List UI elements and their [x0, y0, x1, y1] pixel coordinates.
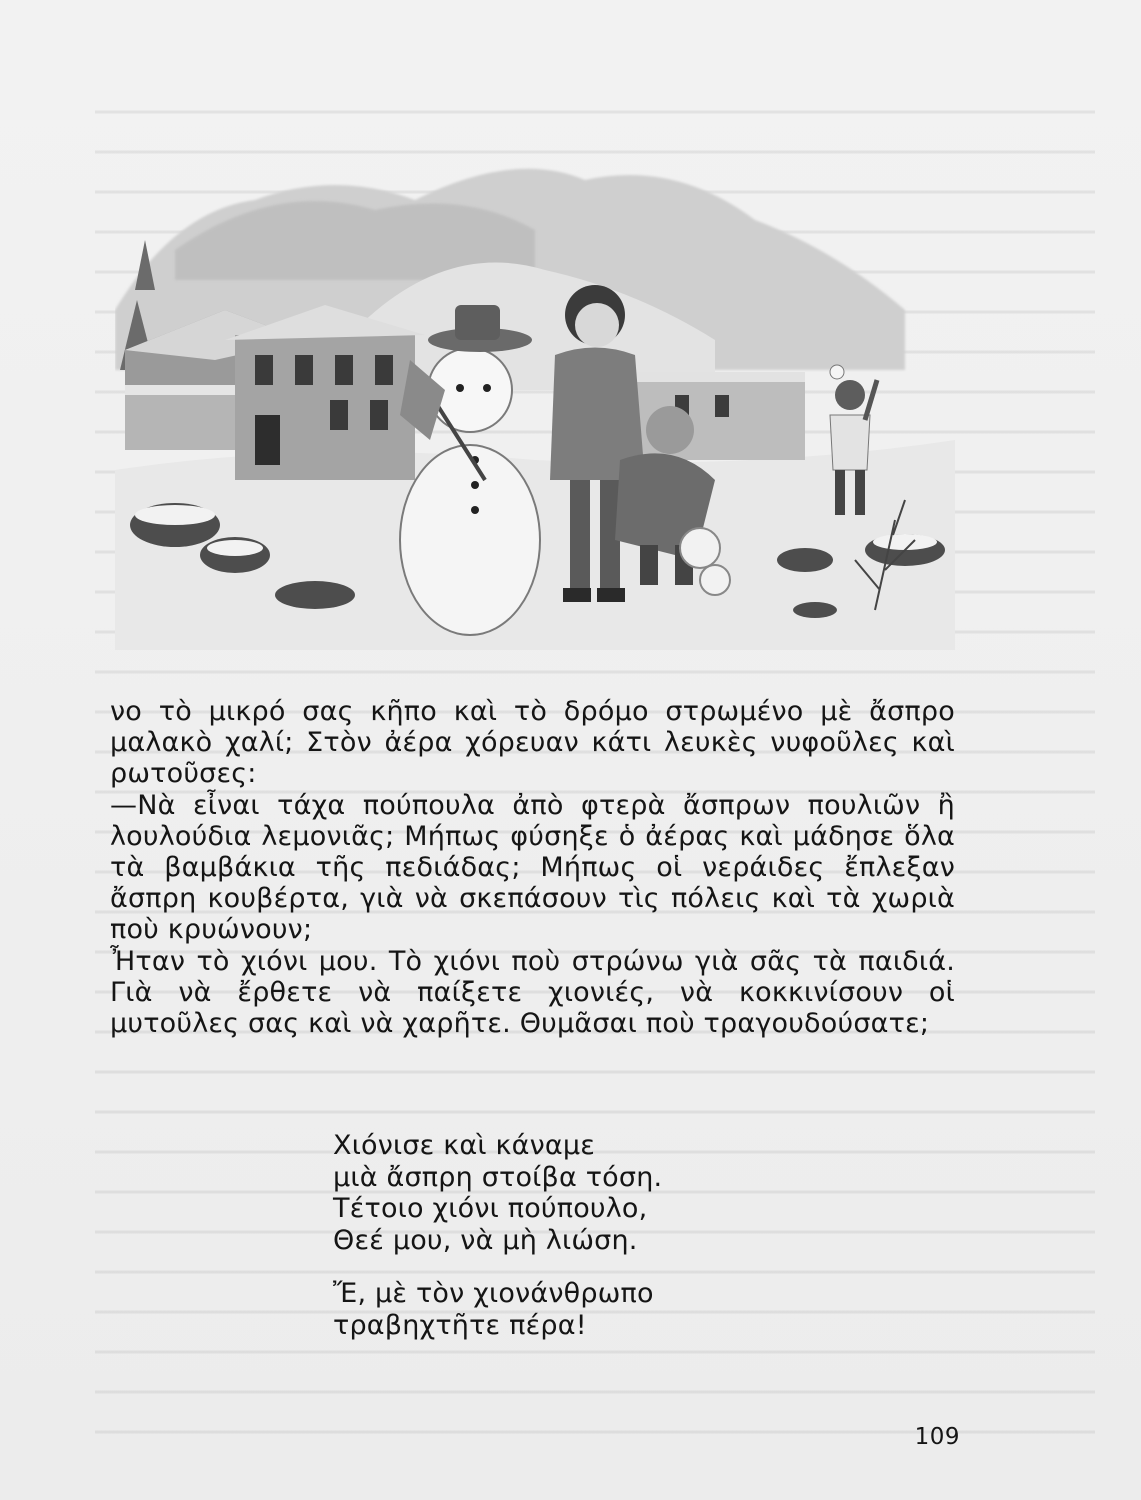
- poem-line: τραβηχτῆτε πέρα!: [333, 1309, 587, 1341]
- page-number: 109: [914, 1424, 960, 1450]
- poem-line: Χιόνισε καὶ κάναμε: [333, 1130, 596, 1161]
- body-text: [110, 696, 955, 1039]
- paragraph: Ἦταν τὸ χιόνι μου. Τὸ χιόνι ποὺ στρώνω γιὰ σᾶς τὰ παιδιά. Γιὰ νὰ ἔρθετε νὰ παίξετε χιονιές, νὰ κοκκινίσουν οἱ μυτοῦλες σας καὶ νὰ χαρῆτε. Θυμᾶσαι ποὺ τραγουδούσατε;: [110, 945, 955, 1040]
- winter-illustration: [115, 140, 955, 650]
- poem-line: μιὰ ἄσπρη στοίβα τόση.: [333, 1161, 663, 1193]
- stanza-gap: [333, 1256, 893, 1278]
- poem-line: Τέτοιο χιόνι πούπουλο,: [333, 1193, 648, 1224]
- poem-line: Θεέ μου, νὰ μὴ λιώση.: [333, 1224, 638, 1256]
- poem-line: Ἔ, μὲ τὸν χιονάνθρωπο: [333, 1278, 654, 1309]
- poem: [333, 1130, 893, 1341]
- paragraph: νο τὸ μικρό σας κῆπο καὶ τὸ δρόμο στρωμένο μὲ ἄσπρο μαλακὸ χαλί; Στὸν ἀέρα χόρευαν κάτι λευκὲς νυφοῦλες καὶ ρωτοῦσες:: [110, 696, 955, 790]
- paragraph: —Νὰ εἶναι τάχα πούπουλα ἀπὸ φτερὰ ἄσπρων πουλιῶν ἢ λουλούδια λεμονιᾶς; Μήπως φύσηξε ὁ ἀέρας καὶ μάδησε ὅλα τὰ βαμβάκια τῆς πεδιάδας; Μήπως οἱ νεράιδες ἔπλεξαν ἄσπρη κουβέρτα, γιὰ νὰ σκεπάσουν τὶς πόλεις καὶ τὰ χωριὰ ποὺ κρυώνουν;: [110, 789, 955, 946]
